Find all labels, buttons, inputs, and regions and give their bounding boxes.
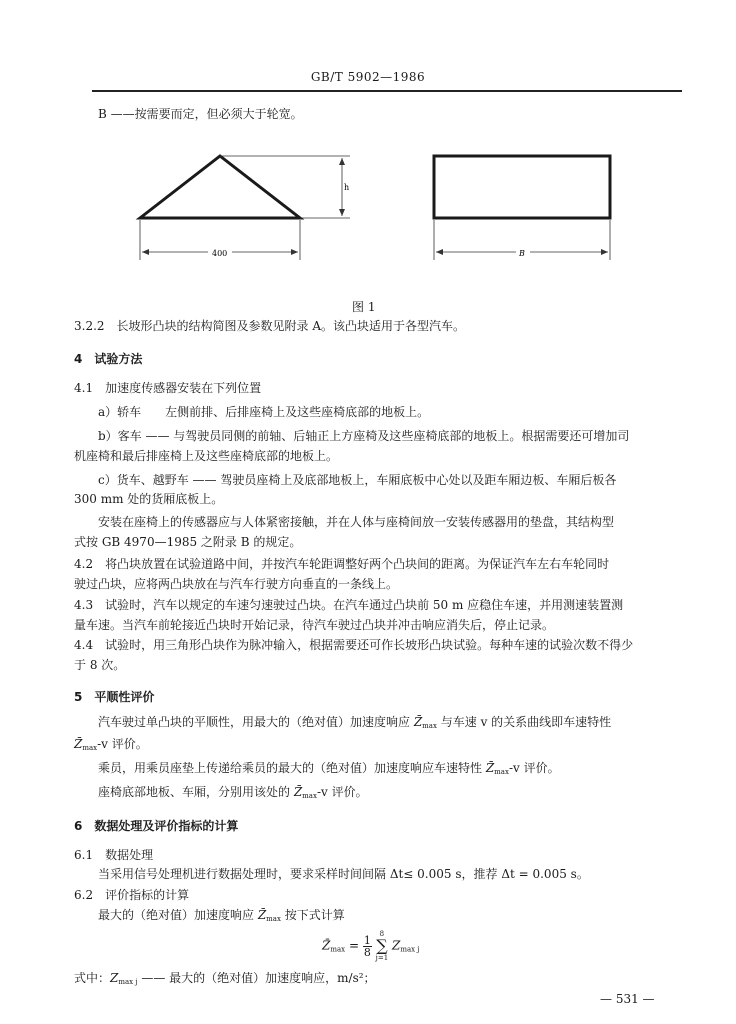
clause-6-1-text: 当采用信号处理机进行数据处理时，要求采样时间间隔 Δt≤ 0.005 s，推荐 Δt = 0.005 s。 (98, 867, 589, 881)
clause-5-para3: 座椅底部地板、车厢，分别用该处的 $Z̄_{max}-v$ 评价。 (98, 785, 368, 800)
summation: 8 ∑ j=1 (375, 930, 389, 962)
clause-4-1-d-line1: 安装在座椅上的传感器应与人体紧密接触，并在人体与座椅间放一安装传感器用的垫盘，其结构型 (98, 515, 615, 529)
clause-5-para1-line1: 汽车驶过单凸块的平顺性，用最大的（绝对值）加速度响应 $Z̄_{max}$ 与车速 v 的关系曲线即车速特性 (98, 715, 612, 730)
clause-4-3-line1: 4.3 试验时，汽车以规定的车速匀速驶过凸块。在汽车通过凸块前 50 m 应稳住车速，并用测速装置测 (74, 598, 624, 612)
clause-4-4-line1: 4.4 试验时，用三角形凸块作为脉冲输入，根据需要还可作长坡形凸块试验。每种车速的试验次数不得少 (74, 638, 634, 652)
base-label: 400 (212, 249, 228, 258)
b-definition: B ——按需要而定，但必须大于轮宽。 (98, 107, 303, 121)
clause-4-1-b-line2: 机座椅和最后排座椅上及这些座椅底部的地板上。 (74, 449, 339, 463)
clause-4-1-c-line2: 300 mm 处的货厢底板上。 (74, 492, 224, 506)
clause-4-1-d-line2: 式按 GB 4970—1985 之附录 B 的规定。 (74, 535, 302, 549)
zmax-symbol: $Z̄_{max}$ (257, 908, 281, 923)
page-number: — 531 — (600, 992, 655, 1006)
zmax-symbol: $Z̄_{max}$ (413, 715, 437, 730)
height-label: h (344, 183, 350, 192)
zmax-j-symbol: $Z_{max j}$ (110, 971, 138, 986)
triangle-bump-sketch (140, 156, 300, 218)
section-4-heading: 4 试验方法 (74, 352, 143, 366)
rectangle-bump-sketch (434, 156, 610, 218)
running-header: GB/T 5902—1986 (310, 70, 426, 84)
figure-1 (120, 148, 620, 268)
clause-4-4-line2: 于 8 次。 (74, 658, 126, 672)
clause-3-2-2: 3.2.2 长坡形凸块的结构简图及参数见附录 A。该凸块适用于各型汽车。 (74, 319, 466, 333)
zmax-symbol: $Z̄_{max}$ (485, 761, 509, 776)
clause-4-1: 4.1 加速度传感器安装在下列位置 (74, 381, 262, 395)
header-rule (92, 90, 682, 92)
formula-where: 式中：$Z_{max j}$ —— 最大的（绝对值）加速度响应，m/s²； (74, 971, 376, 986)
height-dimension (220, 156, 350, 218)
clause-6-1: 6.1 数据处理 (74, 848, 154, 862)
clause-4-2-line2: 驶过凸块，应将两凸块放在与汽车行驶方向垂直的一条线上。 (74, 577, 399, 591)
clause-5-para1-line2: $Z̄_{max}-v$ 评价。 (74, 737, 148, 752)
fraction: $\frac{1}{8}$ (363, 933, 371, 959)
clause-6-2-text: 最大的（绝对值）加速度响应 $Z̄_{max}$ 按下式计算 (98, 908, 345, 923)
zmax-symbol: $Z̄_{max}$ (293, 785, 317, 800)
formula-zmax: $Z̄_{max}$ = $\frac{1}{8} 8$ ∑ j=1 $Z_{max j}$ (322, 930, 420, 962)
section-5-heading: 5 平顺性评价 (74, 690, 155, 704)
section-6-heading: 6 数据处理及评价指标的计算 (74, 819, 239, 833)
clause-4-1-c-line1: c）货车、越野车 —— 驾驶员座椅上及底部地板上，车厢底板中心处以及距车厢边板、车厢后板各 (98, 473, 617, 487)
clause-5-para2: 乘员，用乘员座垫上传递给乘员的最大的（绝对值）加速度响应车速特性 $Z̄_{max}-v$ 评价。 (98, 761, 560, 776)
clause-4-2-line1: 4.2 将凸块放置在试验道路中间，并按汽车轮距调整好两个凸块间的距离。为保证汽车左右车轮同时 (74, 557, 610, 571)
clause-6-2: 6.2 评价指标的计算 (74, 888, 190, 902)
clause-4-1-b-line1: b）客车 —— 与驾驶员同侧的前轴、后轴正上方座椅及这些座椅底部的地板上。根据需要还可增加司 (98, 429, 630, 443)
clause-4-1-a: a）轿车 左侧前排、后排座椅上及这些座椅底部的地板上。 (98, 405, 430, 419)
figure-caption: 图 1 (352, 300, 376, 314)
width-label: B (519, 249, 525, 258)
zmax-symbol: $Z̄_{max}$ (74, 737, 98, 752)
clause-4-3-line2: 量车速。当汽车前轮接近凸块时开始记录，待汽车驶过凸块并冲击响应消失后，停止记录。 (74, 618, 555, 632)
